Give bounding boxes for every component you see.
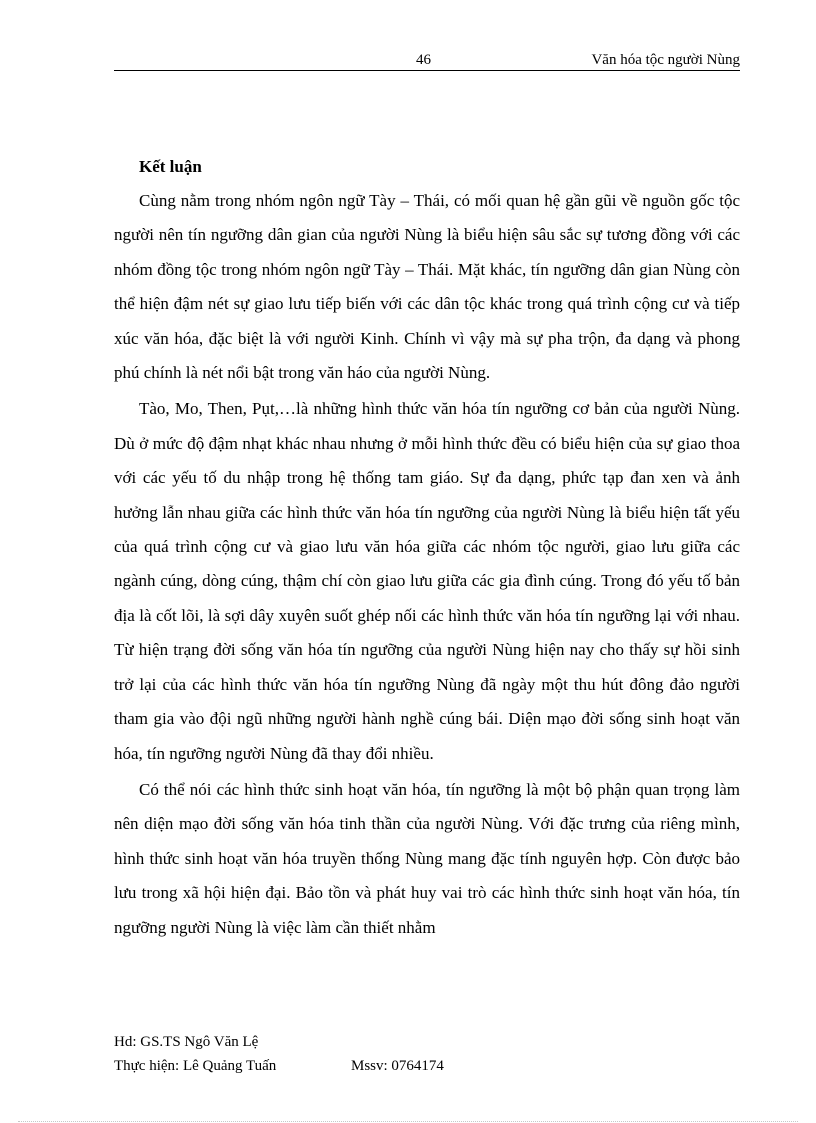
page-number: 46 bbox=[416, 52, 431, 68]
author-credit: Thực hiện: Lê Quảng Tuấn bbox=[114, 1058, 277, 1074]
student-id: Mssv: 0764174 bbox=[351, 1058, 444, 1074]
main-content bbox=[114, 150, 740, 945]
advisor-credit: Hd: GS.TS Ngô Văn Lệ bbox=[114, 1034, 259, 1050]
page-header bbox=[114, 52, 740, 72]
paragraph-1: Cùng nằm trong nhóm ngôn ngữ Tày – Thái, có mối quan hệ gần gũi về nguồn gốc tộc người nên tín ngưỡng dân gian của người Nùng là biểu hiện sâu sắc sự tương đồng với các nhóm đồng tộc trong nhóm ngôn ngữ Tày – Thái. Mặt khác, tín ngưỡng dân gian Nùng còn thể hiện đậm nét sự giao lưu tiếp biến với các dân tộc khác trong quá trình cộng cư và tiếp xúc văn hóa, đặc biệt là với người Kinh. Chính vì vậy mà sự pha trộn, đa dạng và phong phú chính là nét nổi bật trong văn háo của người Nùng. bbox=[114, 191, 740, 383]
header-rule bbox=[114, 70, 740, 71]
page-bottom-dotted-border bbox=[18, 1121, 798, 1122]
paragraph-2: Tào, Mo, Then, Pụt,…là những hình thức văn hóa tín ngưỡng cơ bản của người Nùng. Dù ở mức độ đậm nhạt khác nhau nhưng ở mỗi hình thức đều có biểu hiện của sự giao thoa với các yếu tố du nhập trong hệ thống tam giáo. Sự đa dạng, phức tạp đan xen và ảnh hưởng lẫn nhau giữa các hình thức văn hóa tín ngưỡng của người Nùng là biểu hiện tất yếu của quá trình cộng cư và giao lưu văn hóa giữa các nhóm tộc người, giao lưu giữa các ngành cúng, dòng cúng, thậm chí còn giao lưu giữa các gia đình cúng. Trong đó yếu tố bản địa là cốt lõi, là sợi dây xuyên suốt ghép nối các hình thức văn hóa tín ngưỡng lại với nhau. Từ hiện trạng đời sống văn hóa tín ngưỡng của người Nùng hiện nay cho thấy sự hồi sinh trở lại của các hình thức văn hóa tín ngưỡng Nùng đã ngày một thu hút đông đảo người tham gia vào đội ngũ những người hành nghề cúng bái. Diện mạo đời sống sinh hoạt văn hóa, tín ngưỡng người Nùng đã thay đổi nhiều. bbox=[114, 399, 740, 763]
footer-author-row bbox=[114, 1054, 514, 1078]
section-title: Kết luận bbox=[139, 157, 202, 176]
footer-advisor-row bbox=[114, 1030, 514, 1054]
running-title: Văn hóa tộc người Nùng bbox=[591, 52, 740, 68]
paragraph-3: Có thể nói các hình thức sinh hoạt văn hóa, tín ngưỡng là một bộ phận quan trọng làm nên diện mạo đời sống văn hóa tinh thần của người Nùng. Với đặc trưng của riêng mình, hình thức sinh hoạt văn hóa truyền thống Nùng mang đặc tính nguyên hợp. Còn được bảo lưu trong xã hội hiện đại. Bảo tồn và phát huy vai trò các hình thức sinh hoạt văn hóa, tín ngưỡng người Nùng là việc làm cần thiết nhằm bbox=[114, 779, 740, 937]
page-footer bbox=[114, 1030, 514, 1078]
